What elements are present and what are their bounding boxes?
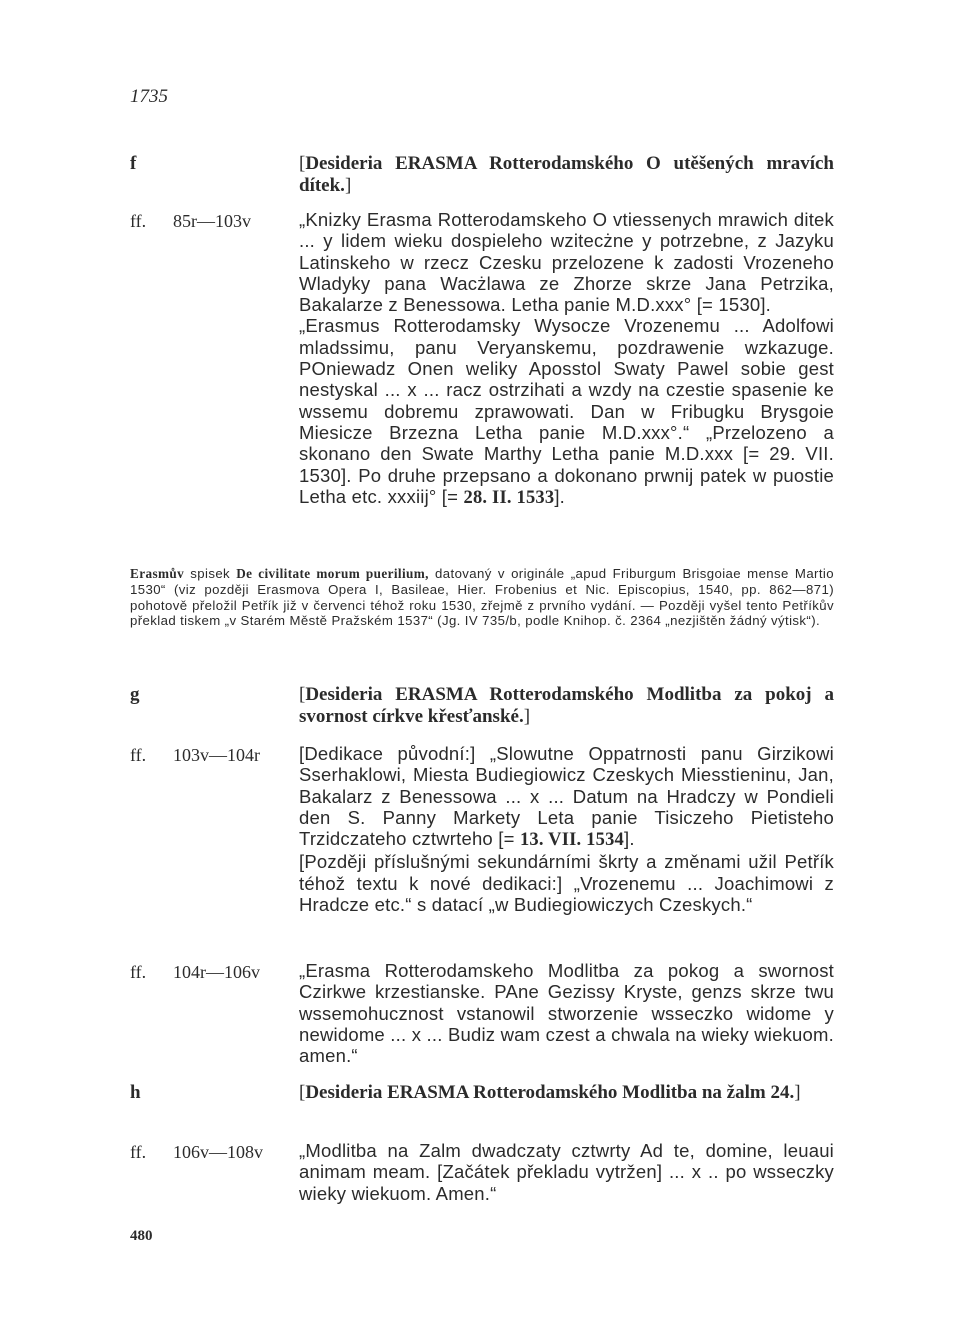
date-bold: 28. II. 1533 [463, 487, 555, 508]
note-text: datovaný v originále „apud Friburgum Brisgoiae mense Martio 1530“ (viz později Erasmova Opera I, Basileae, Hier. Frobenius et Nic. Episcopius, 1540, pp. 862—871) pohotově přeložil Petřík již v červenci téhož roku 1530, zřejmě z prvního vydání. — Později vyšel tento Petříkův překlad tiskem „v Starém Městě Pražském 1537“ (Jg. IV 735/b, podle Knihop. č. 2364 „nezjištěn žádný výtisk“). [130, 566, 834, 629]
entry-paragraph: „Modlitba na Zalm dwadczaty cztwrty Ad te, domine, leuaui animam meam. [Začátek překladu vytržen] ... x .. po wsseczky wieky wiekuom. Amen.“ [299, 1140, 834, 1204]
entry-paragraph: [Dedikace původní:] „Slowutne Oppatrnosti panu Girzikowi Sserhaklowi, Miesta Budiegiowicz Czeskych Miesstieninu, Jan, Bakalarz z Benessowa ... x ... Datum na Hradczy w Pondieli den S. Panny Markety Leta panie Tisiczeho Pietisteho Trzidczateho cztwrteho [= 13. VII. 1534]. [299, 743, 834, 851]
section-heading-f [299, 153, 834, 197]
entry-text-f [299, 209, 834, 509]
folio-label: ff. [130, 745, 147, 765]
page-number-top: 1735 [130, 86, 168, 107]
section-heading-h: [Desideria ERASMA Rotterodamského Modlitba na žalm 24.] [299, 1082, 801, 1103]
entry-text-g1 [299, 743, 834, 915]
section-siglum-f: f [130, 153, 137, 174]
entry-text-h [299, 1140, 834, 1204]
folio-label: ff. [130, 211, 147, 231]
heading-title: Desideria ERASMA Rotterodamského Modlitba na žalm 24. [305, 1082, 795, 1103]
folio-range: 104r—106v [173, 962, 260, 982]
entry-paragraph: „Knizky Erasma Rotterodamskeho O vtiessenych mrawich ditek ... y lidem wieku dospieleho wzitecżne y potrzebne, z Jazyku Latinskeho w rzecz Czesku przelozene k zadosti Vrozeneho Wladyky pana Wacżlawa ze Zhorze skrze Jana Petrzika, Bakalarze z Benessowa. Letha panie M.D.xxx° [= 1530]. [299, 209, 834, 316]
heading-bracket-open: [ [299, 153, 306, 174]
note-work-title: De civilitate morum puerilium, [236, 566, 429, 581]
section-siglum-g: g [130, 684, 140, 705]
heading-bracket-close: ] [344, 175, 352, 196]
folio-range: 103v—104r [173, 745, 260, 765]
page-number-bottom: 480 [130, 1228, 153, 1244]
entry-paragraph: „Erasmus Rotterodamsky Wysocze Vrozenemu ... Adolfowi mladssimu, panu Veryanskemu, pozdrawenie wzkazuge. POniewadz Onen weliky Aposstol Swaty Pawel sobie gest nestyskal ... x ... racz ostrzihati a wzdy na czestie spasenie ke wssemu dobremu zprawowati. Dan w Fribugku Brysgoie Miesicze Brzezna Letha panie M.D.xxx°.“ „Przelozeno a skonano den Swate Marthy Letha panie M.D.xxx [= 29. VII. 1530]. Po druhe przepsano a dokonano prwnij patek w puostie Letha etc. xxxiij° [= 28. II. 1533]. [299, 315, 834, 508]
heading-title: Desideria ERASMA Rotterodamského O utěšených mravích dítek. [299, 153, 834, 196]
commentary-note-f: Erasmův spisek De civilitate morum puerilium, datovaný v originále „apud Friburgum Brisgoiae mense Martio 1530“ (viz později Erasmova Opera I, Basileae, Hier. Frobenius et Nic. Episcopius, 1540, pp. 862—871) pohotově přeložil Petřík již v červenci téhož roku 1530, zřejmě z prvního vydání. — Později vyšel tento Petříkův překlad tiskem „v Starém Městě Pražském 1537“ (Jg. IV 735/b, podle Knihop. č. 2364 „nezjištěn žádný výtisk“). [130, 566, 834, 629]
folio-range: 106v—108v [173, 1142, 263, 1162]
entry-paragraph: [Později příslušnými sekundárními škrty a změnami užil Petřík téhož textu k nové dedikaci:] „Vrozenemu ... Joachimowi z Hradcze etc.“ s datací „w Budiegiowiczych Czeskych.“ [299, 851, 834, 916]
folio-range: 85r—103v [173, 211, 251, 231]
entry-text-g2 [299, 960, 834, 1066]
section-siglum-h: h [130, 1082, 141, 1103]
heading-title: Desideria ERASMA Rotterodamského Modlitba za pokoj a svornost církve křesťanské. [299, 684, 834, 727]
entry-paragraph: „Erasma Rotterodamskeho Modlitba za pokog a swornost Czirkwe krzestianske. PAne Gezissy Kryste, genzs skrze twu wssemohucznost vstanowil stworzenie wsseczko widome y newidome ... x ... Budiz wam czest a chwala na wieky wiekuom. amen.“ [299, 960, 834, 1067]
folio-label: ff. [130, 1142, 147, 1162]
section-heading-g: [Desideria ERASMA Rotterodamského Modlitba za pokoj a svornost církve křesťanské.] [299, 684, 834, 727]
date-bold: 13. VII. 1534 [519, 830, 624, 851]
folio-label: ff. [130, 962, 147, 982]
note-author: Erasmův [130, 566, 185, 581]
